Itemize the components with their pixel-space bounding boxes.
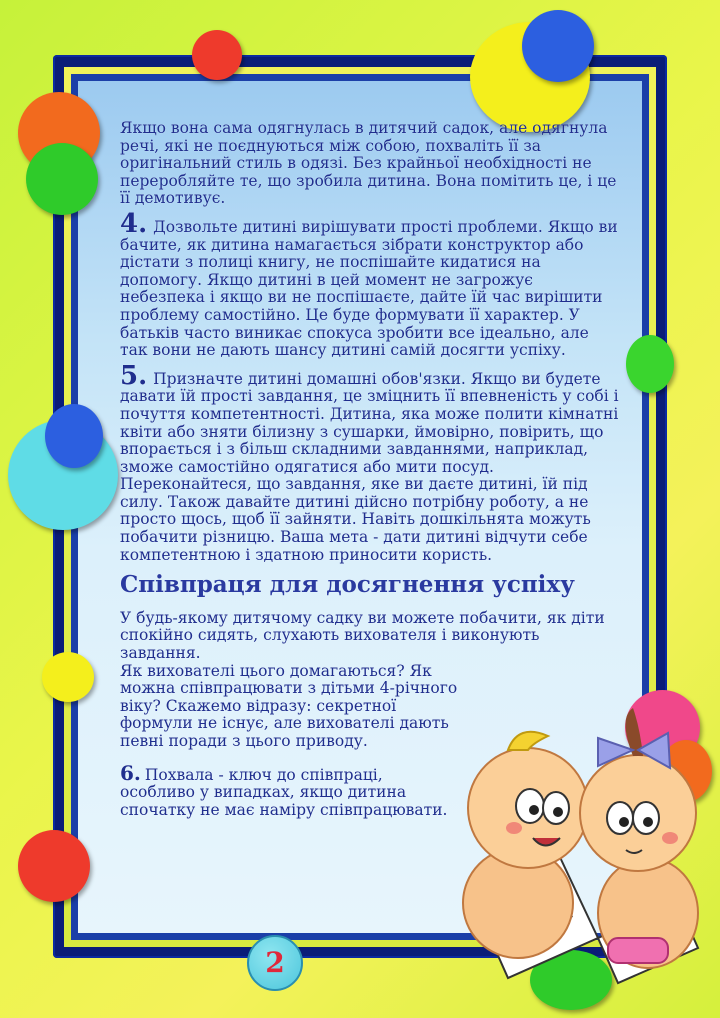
paragraph-6-text: Похвала - ключ до співпраці, особливо у випадках, якщо дитина спочатку не має наміру співпрацювати. — [120, 765, 448, 819]
paragraph-4 — [120, 208, 620, 360]
decor-circle-green-right — [626, 335, 674, 393]
girl-character — [580, 708, 698, 968]
paragraph-4-text: Дозвольте дитині вирішувати прості проблеми. Якщо ви бачите, як дитина намагається зібрати конструктор або дістати з полиці книгу, не поспішайте кидатися на допомогу. Якщо дитині в цей момент не загрожує небезпека і якщо ви не поспішаєте, дайте їй час вирішити проблему самостійно. Це буде формувати її характер. У батьків часто виникає спокуса зробити все ідеально, але так вони не дають шансу дитині самій досягти успіху. — [120, 217, 618, 360]
decor-circle-green-left — [26, 143, 98, 215]
section-heading: Співпраця для досягнення успіху — [120, 571, 575, 599]
decor-circle-blue-top-right — [522, 10, 594, 82]
paragraph-5-text: Призначте дитині домашні обов'язки. Якщо ви будете давати їй прості завдання, це зміцнить її впевненість у собі і почуття компетентності. Дитина, яка може полити кімнатні квіти або зняти білизну з сушарки, ймовірно, повірить, що впорається і з більш складними завданнями, наприклад, зможе самостійно одягатися або мити посуд. Переконайтеся, що завдання, яке ви даєте дитині, їй під силу. Також давайте дитині дійсно потрібну роботу, а не просто щось, щоб її зайняти. Навіть дошкільнята можуть побачити різницю. Ваша мета - дати дитині відчути себе компетентною і здатною приносити користь. — [120, 369, 619, 564]
paragraph-intro: Якщо вона сама одягнулась в дитячий садок, але одягнула речі, які не поєднуються між собою, похваліть її за оригінальний стиль в одязі. Без крайньої необхідності не переробляйте те, що зробила дитина. Вона помітить це, і це її демотивує. — [120, 119, 617, 208]
decor-circle-red-top — [192, 30, 242, 80]
boy-character — [463, 732, 588, 958]
item-number-4: 4. — [120, 208, 148, 239]
paragraph-5 — [120, 360, 620, 565]
item-number-5: 5. — [120, 360, 148, 391]
children-reading-illustration — [448, 688, 708, 988]
decor-circle-red-bottom-left — [18, 830, 90, 902]
paragraph-6 — [120, 760, 460, 820]
decor-circle-blue-left — [45, 404, 103, 468]
page-number: 2 — [247, 935, 303, 991]
cooperation-intro: У будь-якому дитячому садку ви можете побачити, як діти спокійно сидять, слухають вихователя і виконують завдання. — [120, 608, 605, 663]
item-number-6: 6. — [120, 760, 141, 785]
decor-circle-yellow-left — [42, 652, 94, 702]
cooperation-questions: Як вихователі цього домагаються? Як можна співпрацювати з дітьми 4-річного віку? Скажемо відразу: секретної формули не існує, але вихователі дають певні поради з цього приводу. — [120, 661, 458, 750]
